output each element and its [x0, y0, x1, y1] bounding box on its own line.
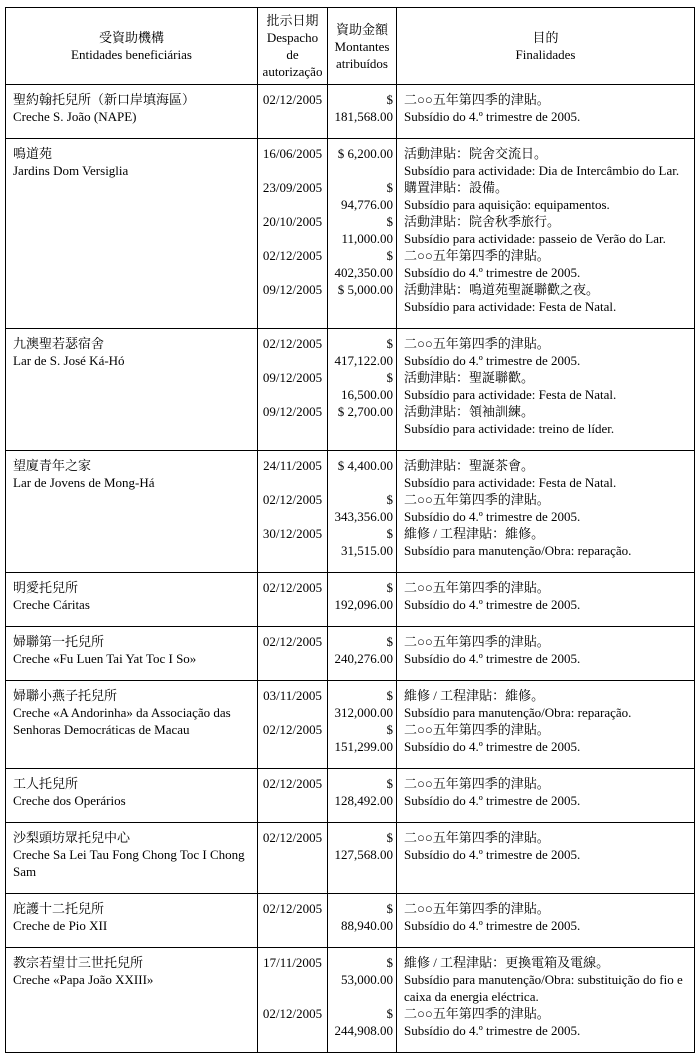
amount-cell: $ 192,096.00: [328, 573, 397, 627]
entity-name-pt: Creche de Pio XII: [13, 918, 108, 933]
purpose-pt: Subsídio do 4.º trimestre de 2005.: [404, 793, 581, 808]
purpose-cell: [397, 823, 695, 894]
purpose-pt: Subsídio do 4.º trimestre de 2005.: [404, 739, 581, 754]
authorization-date-cell: 02/12/2005: [258, 823, 328, 894]
entity-name-zh: 明愛托兒所: [13, 580, 79, 595]
purpose-cell: [397, 627, 695, 681]
purpose-cell: [397, 369, 695, 403]
purpose-cell: [397, 769, 695, 823]
purpose-zh: 二○○五年第四季的津貼。: [404, 492, 550, 507]
purpose-pt: Subsídio para aquisição: equipamentos.: [404, 197, 610, 212]
authorization-date-cell: 23/09/2005: [258, 179, 328, 213]
entity-name-zh: 婦聯第一托兒所: [13, 634, 105, 649]
purpose-cell: [397, 721, 695, 769]
table-row: [6, 573, 695, 627]
entity-cell: [6, 823, 258, 894]
purpose-pt: Subsídio para manutenção/Obra: reparação.: [404, 543, 632, 558]
entity-cell: [6, 948, 258, 1053]
amount-cell: $ 128,492.00: [328, 769, 397, 823]
entity-name-zh: 沙梨頭坊眾托兒中心: [13, 830, 131, 845]
authorization-date-cell: 17/11/2005: [258, 948, 328, 1006]
authorization-date-cell: 16/06/2005: [258, 139, 328, 180]
table-row: [6, 451, 695, 492]
amount-cell: $ 151,299.00: [328, 721, 397, 769]
table-row: [6, 823, 695, 894]
purpose-pt: Subsídio para actividade: Festa de Natal.: [404, 387, 617, 402]
amount-cell: $ 417,122.00: [328, 329, 397, 370]
entity-name-zh: 婦聯小燕子托兒所: [13, 688, 118, 703]
table-body: [6, 85, 695, 1053]
header-date-pt-2: autorização: [262, 64, 323, 79]
purpose-pt: Subsídio para manutenção/Obra: reparação.: [404, 705, 632, 720]
authorization-date-cell: 02/12/2005: [258, 573, 328, 627]
entity-cell: [6, 769, 258, 823]
amount-cell: $ 127,568.00: [328, 823, 397, 894]
amount-cell: $ 402,350.00: [328, 247, 397, 281]
purpose-pt: Subsídio do 4.º trimestre de 2005.: [404, 847, 581, 862]
amount-cell: $ 181,568.00: [328, 85, 397, 139]
purpose-zh: 二○○五年第四季的津貼。: [404, 776, 550, 791]
table-row: [6, 894, 695, 948]
purpose-zh: 二○○五年第四季的津貼。: [404, 580, 550, 595]
entity-name-pt: Creche S. João (NAPE): [13, 109, 137, 124]
entity-cell: [6, 139, 258, 329]
purpose-cell: [397, 281, 695, 329]
header-entity-pt: Entidades beneficiárias: [71, 47, 192, 62]
entity-name-zh: 工人托兒所: [13, 776, 79, 791]
subsidy-table: [5, 7, 695, 1053]
purpose-pt: Subsídio do 4.º trimestre de 2005.: [404, 1023, 581, 1038]
purpose-pt: Subsídio para actividade: Festa de Natal.: [404, 299, 617, 314]
entity-name-pt: Lar de S. José Ká-Hó: [13, 353, 125, 368]
authorization-date-cell: 02/12/2005: [258, 329, 328, 370]
amount-cell: $ 53,000.00: [328, 948, 397, 1006]
entity-name-zh: 教宗若望廿三世托兒所: [13, 955, 144, 970]
authorization-date-cell: 20/10/2005: [258, 213, 328, 247]
entity-name-pt: Creche «Papa João XXIII»: [13, 972, 154, 987]
entity-cell: [6, 894, 258, 948]
purpose-zh: 維修 / 工程津貼：更換電箱及電線。: [404, 955, 610, 970]
purpose-pt: Subsídio do 4.º trimestre de 2005.: [404, 918, 581, 933]
purpose-cell: [397, 525, 695, 573]
entity-cell: [6, 573, 258, 627]
table-row: [6, 627, 695, 681]
entity-cell: [6, 85, 258, 139]
entity-name-pt: Creche Sa Lei Tau Fong Chong Toc I Chong Sam: [13, 847, 245, 879]
purpose-zh: 二○○五年第四季的津貼。: [404, 722, 550, 737]
purpose-zh: 二○○五年第四季的津貼。: [404, 248, 550, 263]
purpose-pt: Subsídio para manutenção/Obra: substituição do fio e caixa da energia eléctrica.: [404, 972, 683, 1004]
amount-cell: $ 16,500.00: [328, 369, 397, 403]
entity-name-zh: 九澳聖若瑟宿舍: [13, 336, 105, 351]
purpose-zh: 二○○五年第四季的津貼。: [404, 1006, 550, 1021]
table-header: [6, 8, 695, 85]
purpose-pt: Subsídio do 4.º trimestre de 2005.: [404, 651, 581, 666]
purpose-pt: Subsídio do 4.º trimestre de 2005.: [404, 509, 581, 524]
header-entity-zh: 受資助機構: [98, 30, 164, 45]
entity-name-zh: 庇護十二托兒所: [13, 901, 105, 916]
table-row: [6, 85, 695, 139]
purpose-cell: [397, 139, 695, 180]
purpose-pt: Subsídio do 4.º trimestre de 2005.: [404, 353, 581, 368]
purpose-zh: 活動津貼：鳴道苑聖誕聯歡之夜。: [404, 282, 600, 297]
authorization-date-cell: 02/12/2005: [258, 894, 328, 948]
purpose-zh: 維修 / 工程津貼：維修。: [404, 526, 545, 541]
purpose-zh: 活動津貼：院舍秋季旅行。: [404, 214, 561, 229]
amount-cell: $ 5,000.00: [328, 281, 397, 329]
table-row: [6, 681, 695, 722]
purpose-cell: [397, 681, 695, 722]
authorization-date-cell: 02/12/2005: [258, 491, 328, 525]
purpose-zh: 二○○五年第四季的津貼。: [404, 830, 550, 845]
amount-cell: $ 312,000.00: [328, 681, 397, 722]
header-date-zh: 批示日期: [266, 13, 319, 28]
header-date: [258, 8, 328, 85]
entity-name-pt: Lar de Jovens de Mong-Há: [13, 475, 155, 490]
purpose-zh: 二○○五年第四季的津貼。: [404, 901, 550, 916]
header-entity: [6, 8, 258, 85]
authorization-date-cell: 03/11/2005: [258, 681, 328, 722]
purpose-pt: Subsídio para actividade: Festa de Natal.: [404, 475, 617, 490]
entity-name-pt: Creche «Fu Luen Tai Yat Toc I So»: [13, 651, 197, 666]
amount-cell: $ 343,356.00: [328, 491, 397, 525]
authorization-date-cell: 02/12/2005: [258, 769, 328, 823]
authorization-date-cell: 02/12/2005: [258, 247, 328, 281]
header-amount-zh: 資助金額: [335, 21, 388, 37]
purpose-cell: [397, 403, 695, 451]
header-amount-pt-1: Montantes: [334, 38, 390, 54]
purpose-pt: Subsídio para actividade: treino de líder.: [404, 421, 615, 436]
amount-cell: $ 88,940.00: [328, 894, 397, 948]
purpose-zh: 二○○五年第四季的津貼。: [404, 336, 550, 351]
amount-cell: $ 31,515.00: [328, 525, 397, 573]
entity-name-pt: Creche «A Andorinha» da Associação das Senhoras Democráticas de Macau: [13, 705, 231, 737]
purpose-cell: [397, 451, 695, 492]
header-amount-pt-2: atribuídos: [336, 55, 388, 71]
header-row: [6, 8, 695, 85]
purpose-cell: [397, 213, 695, 247]
header-amount: [328, 8, 397, 85]
entity-cell: [6, 329, 258, 451]
header-date-pt-1: Despacho de: [266, 30, 319, 62]
table-row: [6, 139, 695, 180]
table-row: [6, 948, 695, 1006]
purpose-zh: 活動津貼：領袖訓練。: [404, 404, 535, 419]
amount-cell: $ 6,200.00: [328, 139, 397, 180]
authorization-date-cell: 09/12/2005: [258, 281, 328, 329]
purpose-zh: 二○○五年第四季的津貼。: [404, 92, 550, 107]
entity-name-zh: 鳴道苑: [13, 146, 53, 161]
entity-cell: [6, 451, 258, 573]
purpose-zh: 活動津貼：院舍交流日。: [404, 146, 548, 161]
purpose-zh: 維修 / 工程津貼：維修。: [404, 688, 545, 703]
table-row: [6, 329, 695, 370]
purpose-zh: 二○○五年第四季的津貼。: [404, 634, 550, 649]
purpose-pt: Subsídio do 4.º trimestre de 2005.: [404, 597, 581, 612]
purpose-zh: 活動津貼：聖誕茶會。: [404, 458, 535, 473]
entity-name-zh: 望廈青年之家: [13, 458, 92, 473]
header-purpose-pt: Finalidades: [515, 47, 576, 62]
purpose-zh: 購置津貼：設備。: [404, 180, 509, 195]
purpose-cell: [397, 894, 695, 948]
purpose-pt: Subsídio para actividade: passeio de Verão do Lar.: [404, 231, 666, 246]
purpose-pt: Subsídio do 4.º trimestre de 2005.: [404, 109, 581, 124]
purpose-cell: [397, 85, 695, 139]
purpose-cell: [397, 573, 695, 627]
amount-cell: $ 94,776.00: [328, 179, 397, 213]
amount-cell: $ 240,276.00: [328, 627, 397, 681]
entity-name-pt: Creche Cáritas: [13, 597, 90, 612]
purpose-cell: [397, 329, 695, 370]
header-purpose-zh: 目的: [532, 30, 559, 45]
authorization-date-cell: 02/12/2005: [258, 85, 328, 139]
header-purpose: [397, 8, 695, 85]
amount-cell: $ 2,700.00: [328, 403, 397, 451]
entity-cell: [6, 681, 258, 769]
amount-cell: $ 11,000.00: [328, 213, 397, 247]
entity-cell: [6, 627, 258, 681]
entity-name-zh: 聖約翰托兒所（新口岸填海區）: [13, 92, 196, 107]
purpose-pt: Subsídio do 4.º trimestre de 2005.: [404, 265, 581, 280]
amount-cell: $ 4,400.00: [328, 451, 397, 492]
purpose-zh: 活動津貼：聖誕聯歡。: [404, 370, 535, 385]
authorization-date-cell: 09/12/2005: [258, 369, 328, 403]
authorization-date-cell: 09/12/2005: [258, 403, 328, 451]
purpose-cell: [397, 179, 695, 213]
purpose-cell: [397, 491, 695, 525]
entity-name-pt: Creche dos Operários: [13, 793, 126, 808]
amount-cell: $ 244,908.00: [328, 1005, 397, 1053]
authorization-date-cell: 02/12/2005: [258, 1005, 328, 1053]
entity-name-pt: Jardins Dom Versiglia: [13, 163, 129, 178]
authorization-date-cell: 02/12/2005: [258, 721, 328, 769]
authorization-date-cell: 02/12/2005: [258, 627, 328, 681]
purpose-cell: [397, 948, 695, 1006]
purpose-cell: [397, 1005, 695, 1053]
authorization-date-cell: 24/11/2005: [258, 451, 328, 492]
purpose-pt: Subsídio para actividade: Dia de Intercâmbio do Lar.: [404, 163, 680, 178]
table-row: [6, 769, 695, 823]
purpose-cell: [397, 247, 695, 281]
authorization-date-cell: 30/12/2005: [258, 525, 328, 573]
